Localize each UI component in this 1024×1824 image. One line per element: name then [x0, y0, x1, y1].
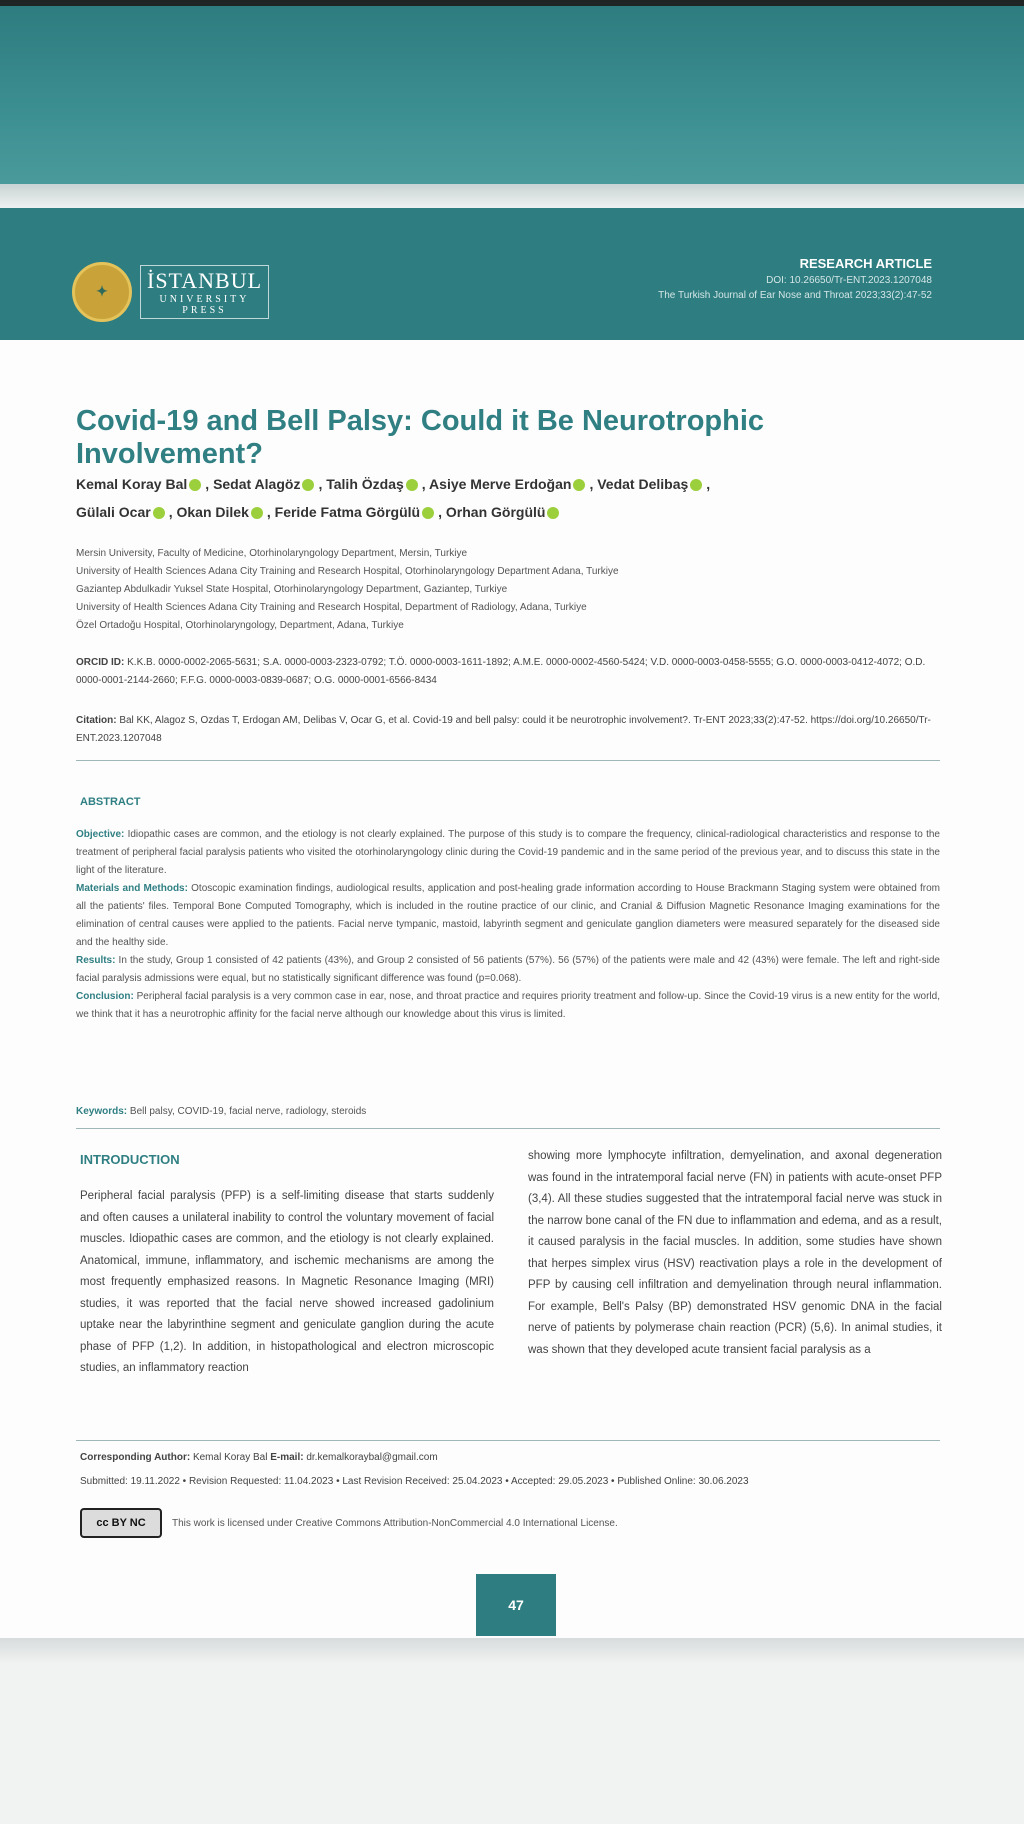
conclusion-text: Peripheral facial paralysis is a very common case in ear, nose, and throat practice and requires priority treatment and follow-up. Since the Covid-19 virus is a new entity for the world, we think that it has a neurotrophic affinity for the facial nerve although our knowledge about this virus is limited.: [76, 991, 940, 1020]
abstract-body: [76, 826, 940, 1024]
citation-text: Bal KK, Alagoz S, Ozdas T, Erdogan AM, Delibas V, Ocar G, et al. Covid-19 and bell palsy: could it be neurotrophic involvement?. Tr-ENT 2023;33(2):47-52. https://doi.org/10.26650/Tr-ENT.2023.1207048: [76, 715, 931, 744]
publication-dates: Submitted: 19.11.2022 • Revision Requested: 11.04.2023 • Last Revision Received: 25.04.2023 • Accepted: 29.05.2023 • Published Online: 30.06.2023: [80, 1476, 749, 1487]
page-gap: [0, 184, 1024, 208]
keywords: [76, 1106, 940, 1117]
affiliation: Özel Ortadoğu Hospital, Otorhinolaryngology, Department, Adana, Turkiye: [76, 620, 404, 631]
author: Orhan Görgülü: [445, 504, 546, 520]
objective-text: Idiopathic cases are common, and the etiology is not clearly explained. The purpose of this study is to compare the frequency, clinical-radiological characteristics and response to the treatment of peripheral facial paralysis patients who visited the otorhinolaryngology clinic during the Covid-19 pandemic and in the same period of the previous year, and to discuss this state in the light of the literature.: [76, 829, 940, 876]
logo-wordmark: [140, 265, 269, 319]
methods-label: Materials and Methods:: [76, 883, 188, 894]
introduction-heading: INTRODUCTION: [80, 1152, 180, 1167]
orcid-icon[interactable]: [153, 507, 165, 519]
page-shadow: [0, 1638, 1024, 1664]
orcid-icon[interactable]: [547, 507, 559, 519]
keywords-label: Keywords:: [76, 1106, 128, 1117]
seal-icon: ✦: [72, 262, 132, 322]
affiliation: University of Health Sciences Adana City Training and Research Hospital, Department of Radiology, Adana, Turkiye: [76, 602, 587, 613]
citation-label: Citation:: [76, 715, 117, 726]
journal-name: The Turkish Journal of Ear Nose and Throat 2023;33(2):47-52: [658, 290, 932, 301]
author: Talih Özdaş: [326, 476, 404, 492]
logo-line1: İSTANBUL: [147, 268, 263, 293]
author: Gülali Ocar: [76, 504, 151, 520]
license-text: This work is licensed under Creative Commons Attribution-NonCommercial 4.0 International License.: [172, 1517, 618, 1529]
keywords-text: Bell palsy, COVID-19, facial nerve, radiology, steroids: [129, 1106, 367, 1117]
orcid-icon[interactable]: [302, 479, 314, 491]
orcid-ids: [76, 654, 936, 690]
author: Kemal Koray Bal: [76, 476, 188, 492]
author: Sedat Alagöz: [213, 476, 301, 492]
author: Vedat Delibaş: [597, 476, 689, 492]
orcid-text: K.K.B. 0000-0002-2065-5631; S.A. 0000-0003-2323-0792; T.Ö. 0000-0003-1611-1892; A.M.E. 0000-0002-4560-5424; V.D. 0000-0003-0458-5555; G.O. 0000-0003-0412-4072; O.D. 0000-0001-2144-2660; F.F.G. 0000-0003-0839-0687; O.G. 0000-0001-6566-8434: [76, 657, 926, 686]
page-number: 47: [476, 1574, 556, 1636]
objective-label: Objective:: [76, 829, 125, 840]
abstract-heading: ABSTRACT: [80, 796, 141, 808]
divider: [76, 1440, 940, 1441]
methods-text: Otoscopic examination findings, audiological results, application and post-healing grade information according to House Brackmann Staging system were obtained from all the patients' files. Temporal Bone Computed Tomography, which is included in the routine practice of our clinic, and Cranial & Diffusion Magnetic Resonance Imaging examinations for the elimination of central causes were applied to the patients. Facial nerve tympanic, mastoid, labyrinth segment and geniculate ganglion diameters were measured separately for the diseased side and the healthy side.: [76, 883, 940, 948]
author-list: Kemal Koray Bal , Sedat Alagöz , Talih Özdaş , Asiye Merve Erdoğan , Vedat Delibaş , Gülali Ocar , Okan Dilek , Feride Fatma Görgülü , Orhan Görgülü: [76, 476, 711, 520]
logo-line2: UNIVERSITY: [159, 294, 250, 305]
orcid-icon[interactable]: [189, 479, 201, 491]
orcid-label: ORCID ID:: [76, 657, 125, 668]
conclusion-label: Conclusion:: [76, 991, 134, 1002]
affiliation: Gaziantep Abdulkadir Yuksel State Hospital, Otorhinolaryngology Department, Gaziantep, Turkiye: [76, 584, 508, 595]
author: Asiye Merve Erdoğan: [429, 476, 572, 492]
email-link[interactable]: dr.kemalkoraybal@gmail.com: [306, 1452, 438, 1463]
divider: [76, 1128, 940, 1129]
article-meta: [658, 256, 932, 301]
orcid-icon[interactable]: [690, 479, 702, 491]
affiliation: University of Health Sciences Adana City Training and Research Hospital, Otorhinolaryngology Department Adana, Turkiye: [76, 566, 619, 577]
cc-license-icon[interactable]: cc BY NC: [80, 1508, 162, 1538]
paper-title: Covid-19 and Bell Palsy: Could it Be Neurotrophic Involvement?: [76, 405, 765, 470]
license: [80, 1508, 618, 1538]
affiliations: [76, 545, 936, 635]
intro-column-right: showing more lymphocyte infiltration, demyelination, and axonal degeneration was found in the intratemporal facial nerve (FN) in patients with acute-onset PFP (3,4). All these studies suggested that the intratemporal facial nerve was stuck in the narrow bone canal of the FN due to inflammation and edema, and as a result, it caused paralysis in the facial muscles. In addition, some studies have shown that herpes simplex virus (HSV) reactivation plays a role in the development of PFP by causing cell infiltration and demyelination through neural inflammation. For example, Bell's Palsy (BP) demonstrated HSV genomic DNA in the facial nerve of patients by polymerase chain reaction (PCR) (5,6). In animal studies, it was shown that they developed acute transient facial paralysis as a: [528, 1150, 942, 1356]
doi[interactable]: DOI: 10.26650/Tr-ENT.2023.1207048: [766, 275, 932, 286]
corresponding-name: Kemal Koray Bal: [192, 1452, 268, 1463]
corresponding-label: Corresponding Author:: [80, 1452, 191, 1463]
intro-column-left: Peripheral facial paralysis (PFP) is a self-limiting disease that starts suddenly and often causes a unilateral inability to control the voluntary movement of facial muscles. Idiopathic cases are common, and the etiology is not clearly explained. Anatomical, immune, inflammatory, and ischemic mechanisms are among the most frequently emphasized reasons. In Magnetic Resonance Imaging (MRI) studies, it was reported that the facial nerve showed increased gadolinium uptake near the labyrinthine segment and geniculate ganglion during the acute phase of PFP (1,2). In addition, in histopathological and electron microscopic studies, an inflammatory reaction: [80, 1190, 494, 1374]
affiliation: Mersin University, Faculty of Medicine, Otorhinolaryngology Department, Mersin, Turkiye: [76, 548, 468, 559]
citation: [76, 712, 936, 748]
orcid-icon[interactable]: [251, 507, 263, 519]
logo-line3: PRESS: [182, 305, 227, 316]
orcid-icon[interactable]: [573, 479, 585, 491]
author: Okan Dilek: [176, 504, 249, 520]
orcid-icon[interactable]: [406, 479, 418, 491]
university-logo: [72, 262, 269, 322]
orcid-icon[interactable]: [422, 507, 434, 519]
email-label: E-mail:: [270, 1452, 304, 1463]
corresponding-author: [80, 1452, 438, 1463]
article-type: RESEARCH ARTICLE: [799, 256, 932, 271]
cover-band: [0, 6, 1024, 184]
divider: [76, 760, 940, 761]
results-text: In the study, Group 1 consisted of 42 patients (43%), and Group 2 consisted of 56 patients (57%). 56 (57%) of the patients were male and 42 (43%) were female. The left and right-side facial paralysis admissions were equal, but no statistically significant difference was found (p=0.068).: [76, 955, 940, 984]
results-label: Results:: [76, 955, 116, 966]
author: Feride Fatma Görgülü: [274, 504, 421, 520]
